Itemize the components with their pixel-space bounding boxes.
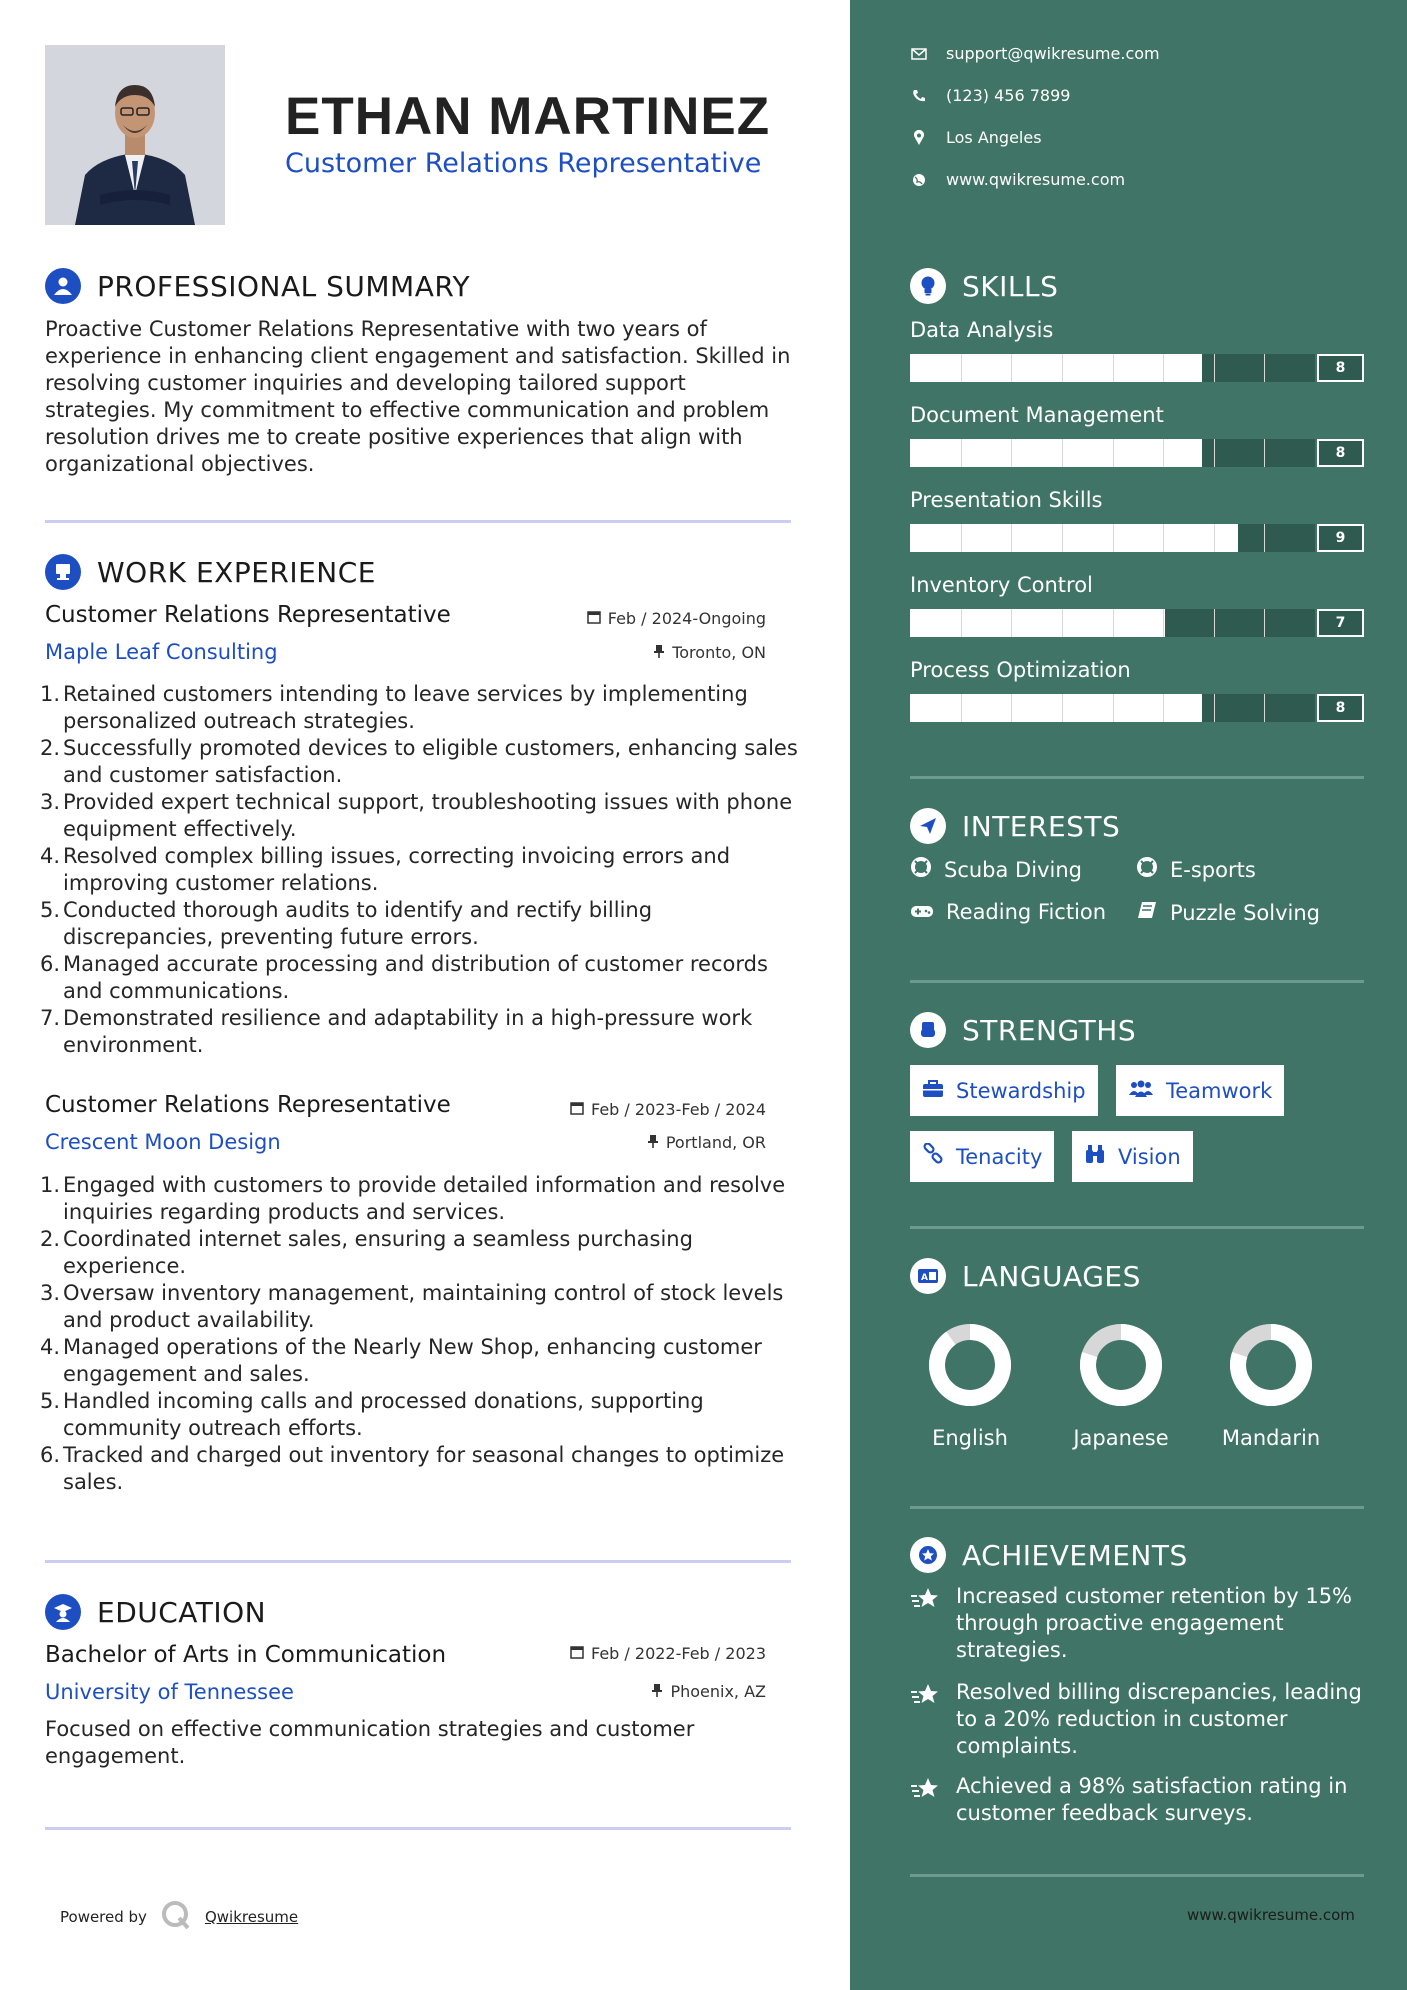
skill-bar-segment bbox=[1113, 694, 1114, 722]
skill-score: 8 bbox=[1317, 354, 1364, 382]
life-ring-icon bbox=[910, 856, 932, 883]
skill-bar-fill bbox=[910, 609, 1165, 637]
globe-icon bbox=[910, 171, 928, 189]
divider bbox=[910, 776, 1364, 779]
skill-bar-segment bbox=[1264, 524, 1265, 552]
interest-item: Puzzle Solving bbox=[1136, 900, 1320, 925]
achievement-item: Increased customer retention by 15% through proactive engagement strategies. bbox=[910, 1583, 1370, 1664]
calendar-icon bbox=[570, 1100, 584, 1119]
footer-branding bbox=[60, 1900, 298, 1934]
skill-bar-segment bbox=[1011, 354, 1012, 382]
pin-icon bbox=[651, 1682, 663, 1701]
gamepad-icon bbox=[910, 900, 934, 924]
link-icon bbox=[922, 1143, 944, 1170]
job-location-text: Portland, OR bbox=[665, 1133, 766, 1152]
achievements-heading bbox=[910, 1537, 1188, 1573]
skill-bar-segment bbox=[1113, 524, 1114, 552]
education-date bbox=[570, 1644, 766, 1663]
calendar-icon bbox=[587, 609, 601, 628]
contact-location bbox=[910, 128, 1042, 147]
divider bbox=[45, 1827, 791, 1830]
skill-bar bbox=[910, 609, 1315, 637]
skill-bar-segment bbox=[1163, 609, 1164, 637]
summary-title: PROFESSIONAL SUMMARY bbox=[97, 269, 471, 303]
job-location bbox=[647, 1133, 766, 1152]
briefcase-icon bbox=[922, 1079, 944, 1103]
calendar-icon bbox=[570, 1644, 584, 1663]
language-donut bbox=[1226, 1320, 1316, 1410]
skill-bar-segment bbox=[1214, 694, 1215, 722]
experience-heading bbox=[45, 554, 376, 590]
skill-bar-segment bbox=[1264, 694, 1265, 722]
skill-bar-segment bbox=[1062, 439, 1063, 467]
divider bbox=[910, 1506, 1364, 1509]
skill-bar bbox=[910, 439, 1315, 467]
star-icon bbox=[910, 1679, 942, 1760]
interest-item: Reading Fiction bbox=[910, 900, 1106, 924]
skill-bar bbox=[910, 354, 1315, 382]
map-pin-icon bbox=[910, 129, 928, 147]
profile-photo bbox=[45, 45, 225, 225]
list-item: 2. Coordinated internet sales, ensuring a seamless purchasing experience. bbox=[40, 1227, 693, 1278]
divider bbox=[910, 1226, 1364, 1229]
strengths-title: STRENGTHS bbox=[962, 1013, 1137, 1047]
language-donut-fill bbox=[937, 1332, 1003, 1398]
user-icon bbox=[45, 268, 81, 304]
skill-bar-segment bbox=[1163, 524, 1164, 552]
skill-bar-segment bbox=[1011, 694, 1012, 722]
skill-bar-segment bbox=[961, 354, 962, 382]
skill-bar-segment bbox=[1062, 524, 1063, 552]
job-title: Customer Relations Representative bbox=[45, 1092, 451, 1118]
skill-bar-segment bbox=[1062, 609, 1063, 637]
skill-bar-segment bbox=[1113, 439, 1114, 467]
skill-bar-fill bbox=[910, 524, 1238, 552]
list-item: 6. Managed accurate processing and distribution of customer records and communications. bbox=[40, 952, 768, 1003]
email-text[interactable]: support@qwikresume.com bbox=[946, 44, 1160, 63]
skills-heading bbox=[910, 268, 1058, 304]
job-date bbox=[587, 609, 766, 628]
divider bbox=[45, 1560, 791, 1563]
list-item: 3. Provided expert technical support, troubleshooting issues with phone equipment effectively. bbox=[40, 790, 793, 841]
job-date bbox=[570, 1100, 766, 1119]
skill-bar-segment bbox=[1062, 694, 1063, 722]
skill-bar-segment bbox=[961, 694, 962, 722]
list-item: 3. Oversaw inventory management, maintaining control of stock levels and product availability. bbox=[40, 1281, 784, 1332]
graduate-icon bbox=[45, 1594, 81, 1630]
skill-name: Data Analysis bbox=[910, 318, 1054, 342]
experience-title: WORK EXPERIENCE bbox=[97, 555, 376, 589]
skill-name: Inventory Control bbox=[910, 573, 1093, 597]
skill-bar-segment bbox=[961, 439, 962, 467]
skill-bar-segment bbox=[1011, 439, 1012, 467]
skill-bar-segment bbox=[1113, 609, 1114, 637]
skill-bar bbox=[910, 694, 1315, 722]
skill-bar-segment bbox=[1264, 354, 1265, 382]
achievements-title: ACHIEVEMENTS bbox=[962, 1538, 1188, 1572]
list-item: 6. Tracked and charged out inventory for seasonal changes to optimize sales. bbox=[40, 1443, 785, 1494]
skill-bar-fill bbox=[910, 439, 1202, 467]
contact-website bbox=[910, 170, 1125, 189]
job-bullets bbox=[40, 681, 800, 1059]
achievement-item: Resolved billing discrepancies, leading to a 20% reduction in customer complaints. bbox=[910, 1679, 1370, 1760]
skill-bar-segment bbox=[961, 524, 962, 552]
strength-chip: Stewardship bbox=[910, 1065, 1098, 1116]
job-date-text: Feb / 2024-Ongoing bbox=[607, 609, 766, 628]
language-icon bbox=[910, 1258, 946, 1294]
powered-by-label: Powered by bbox=[60, 1908, 147, 1926]
education-title: EDUCATION bbox=[97, 1595, 267, 1629]
skill-bar-segment bbox=[1264, 439, 1265, 467]
skill-bar-segment bbox=[1264, 609, 1265, 637]
skill-score: 8 bbox=[1317, 694, 1364, 722]
language-donut bbox=[925, 1320, 1015, 1410]
skill-name: Document Management bbox=[910, 403, 1164, 427]
job-location bbox=[653, 643, 766, 662]
star-icon bbox=[910, 1583, 942, 1664]
pin-icon bbox=[647, 1133, 659, 1152]
language-label: English bbox=[932, 1426, 1008, 1450]
job-date-text: Feb / 2023-Feb / 2024 bbox=[591, 1100, 766, 1119]
qwikresume-link[interactable]: Qwikresume bbox=[204, 1908, 299, 1926]
job-company: Maple Leaf Consulting bbox=[45, 640, 278, 664]
skill-bar-segment bbox=[1163, 694, 1164, 722]
qwikresume-logo-icon bbox=[161, 1900, 191, 1934]
star-badge-icon bbox=[910, 1537, 946, 1573]
envelope-icon bbox=[910, 45, 928, 63]
star-icon bbox=[910, 1773, 942, 1827]
list-item: 2. Successfully promoted devices to eligible customers, enhancing sales and customer satisfaction. bbox=[40, 736, 798, 787]
book-icon bbox=[1136, 900, 1158, 925]
candidate-role: Customer Relations Representative bbox=[285, 148, 762, 179]
divider bbox=[45, 520, 791, 523]
language-label: Mandarin bbox=[1221, 1426, 1321, 1450]
language-donut bbox=[1076, 1320, 1166, 1410]
languages-heading bbox=[910, 1258, 1141, 1294]
footer-url[interactable]: www.qwikresume.com bbox=[1187, 1906, 1355, 1924]
list-item: 1. Retained customers intending to leave services by implementing personalized outreach strategies. bbox=[40, 682, 748, 733]
skill-bar-segment bbox=[1113, 354, 1114, 382]
education-location bbox=[651, 1682, 766, 1701]
achievement-item: Achieved a 98% satisfaction rating in customer feedback surveys. bbox=[910, 1773, 1370, 1827]
contact-email bbox=[910, 44, 1160, 63]
skill-bar-segment bbox=[1011, 609, 1012, 637]
svg-text:A: A bbox=[921, 1273, 928, 1283]
strengths-heading bbox=[910, 1012, 1136, 1048]
skill-bar-segment bbox=[1214, 524, 1215, 552]
list-item: 4. Managed operations of the Nearly New Shop, enhancing customer engagement and sales. bbox=[40, 1335, 762, 1386]
skills-title: SKILLS bbox=[962, 269, 1059, 303]
website-text[interactable]: www.qwikresume.com bbox=[946, 170, 1126, 189]
skill-score: 8 bbox=[1317, 439, 1364, 467]
skill-bar-fill bbox=[910, 694, 1202, 722]
summary-text: Proactive Customer Relations Representative with two years of experience in enhancing client engagement and satisfaction. Skilled in resolving customer inquiries and developing tailored support strategies. My commitment to effective communication and problem resolution drives me to create positive experiences that align with organizational objectives. bbox=[45, 317, 791, 476]
divider bbox=[910, 1874, 1364, 1877]
strength-chip: Tenacity bbox=[910, 1131, 1054, 1182]
phone-text: (123) 456 7899 bbox=[946, 86, 1071, 105]
skill-bar-fill bbox=[910, 354, 1202, 382]
divider bbox=[910, 980, 1364, 983]
pin-icon bbox=[653, 643, 665, 662]
binoculars-icon bbox=[1084, 1144, 1106, 1169]
summary-heading bbox=[45, 268, 470, 304]
list-item: 5. Conducted thorough audits to identify and rectify billing discrepancies, preventing future errors. bbox=[40, 898, 653, 949]
job-location-text: Toronto, ON bbox=[672, 643, 766, 662]
fist-icon bbox=[910, 1012, 946, 1048]
skill-bar-segment bbox=[1062, 354, 1063, 382]
strength-chip: Vision bbox=[1072, 1131, 1193, 1182]
phone-icon bbox=[910, 87, 928, 105]
job-bullets bbox=[40, 1172, 800, 1496]
skill-bar-segment bbox=[1011, 524, 1012, 552]
interest-item: E-sports bbox=[1136, 856, 1256, 883]
life-ring-icon bbox=[1136, 856, 1158, 883]
users-icon bbox=[1128, 1079, 1154, 1103]
list-item: 5. Handled incoming calls and processed donations, supporting community outreach efforts. bbox=[40, 1389, 704, 1440]
education-text: Focused on effective communication strategies and customer engagement. bbox=[45, 1717, 695, 1768]
skill-name: Process Optimization bbox=[910, 658, 1131, 682]
skill-score: 9 bbox=[1317, 524, 1364, 552]
skill-bar-segment bbox=[1163, 439, 1164, 467]
language-label: Japanese bbox=[1073, 1426, 1169, 1450]
job-title: Customer Relations Representative bbox=[45, 602, 451, 628]
school-name: University of Tennessee bbox=[45, 1680, 294, 1704]
education-heading bbox=[45, 1594, 266, 1630]
skill-bar-segment bbox=[1214, 439, 1215, 467]
skill-bar-segment bbox=[961, 609, 962, 637]
interests-heading bbox=[910, 808, 1120, 844]
skill-name: Presentation Skills bbox=[910, 488, 1103, 512]
strength-chip: Teamwork bbox=[1116, 1065, 1284, 1116]
degree-title: Bachelor of Arts in Communication bbox=[45, 1642, 447, 1668]
contact-phone bbox=[910, 86, 1070, 105]
location-text: Los Angeles bbox=[946, 128, 1042, 147]
list-item: 4. Resolved complex billing issues, correcting invoicing errors and improving customer relations. bbox=[40, 844, 731, 895]
lightbulb-icon bbox=[910, 268, 946, 304]
languages-title: LANGUAGES bbox=[962, 1259, 1141, 1293]
skill-bar-segment bbox=[1214, 354, 1215, 382]
list-item: 1. Engaged with customers to provide detailed information and resolve inquiries regarding products and services. bbox=[40, 1173, 786, 1224]
paper-plane-icon bbox=[910, 808, 946, 844]
candidate-name: ETHAN MARTINEZ bbox=[285, 87, 771, 146]
job-company: Crescent Moon Design bbox=[45, 1130, 281, 1154]
education-location-text: Phoenix, AZ bbox=[670, 1682, 766, 1701]
interest-item: Scuba Diving bbox=[910, 856, 1082, 883]
briefcase-icon bbox=[45, 554, 81, 590]
skill-bar-segment bbox=[1163, 354, 1164, 382]
skill-bar bbox=[910, 524, 1315, 552]
education-date-text: Feb / 2022-Feb / 2023 bbox=[591, 1644, 766, 1663]
skill-bar-segment bbox=[1214, 609, 1215, 637]
list-item: 7. Demonstrated resilience and adaptability in a high-pressure work environment. bbox=[40, 1006, 753, 1057]
skill-score: 7 bbox=[1317, 609, 1364, 637]
interests-title: INTERESTS bbox=[962, 809, 1121, 843]
